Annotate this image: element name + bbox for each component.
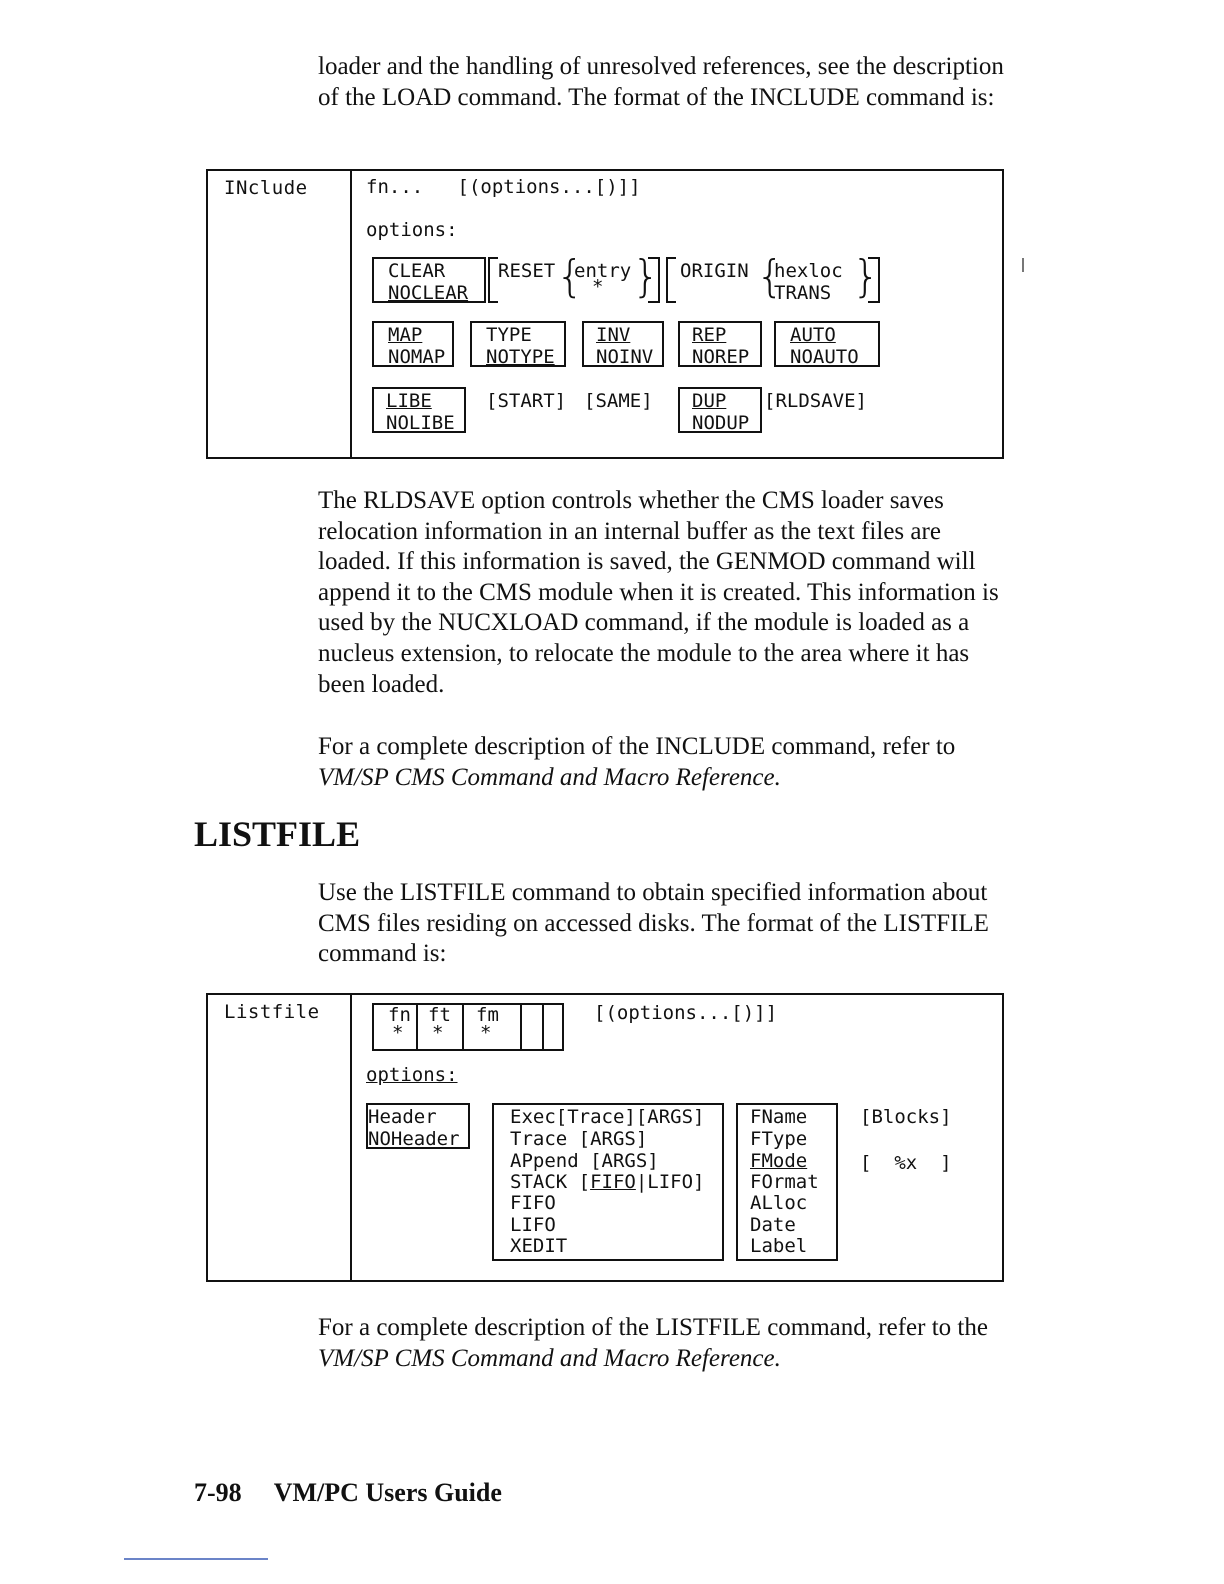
rldsave-paragraph xyxy=(318,486,1008,700)
opt-norep: NOREP xyxy=(692,346,750,368)
opt-header: Header xyxy=(368,1106,437,1128)
opt-fifo: FIFO xyxy=(510,1192,556,1214)
opt-map: MAP xyxy=(388,324,423,346)
opt-reset: RESET xyxy=(498,260,556,282)
opt-libe: LIBE xyxy=(386,390,432,412)
opt-trans: TRANS xyxy=(774,282,832,304)
opt-inv: INV xyxy=(596,324,631,346)
opt-origin: ORIGIN xyxy=(680,260,749,282)
listfile-fn: fn xyxy=(388,1004,411,1026)
opt-noinv: NOINV xyxy=(596,346,654,368)
opt-noauto: NOAUTO xyxy=(790,346,859,368)
bracket xyxy=(648,257,660,303)
listfile-fn-star: * xyxy=(392,1022,404,1044)
listfile-ft-star: * xyxy=(432,1022,444,1044)
opt-exec: Exec[Trace][ARGS] xyxy=(510,1106,705,1128)
opt-noheader: NOHeader xyxy=(368,1128,460,1150)
include-syntax-line: fn... [(options...[)]] xyxy=(366,176,641,198)
listfile-options-syntax: [(options...[)]] xyxy=(594,1002,778,1024)
opt-append: APpend [ARGS] xyxy=(510,1150,659,1172)
opt-blocks: [Blocks] xyxy=(860,1106,952,1128)
opt-auto: AUTO xyxy=(790,324,836,346)
listfile-ref-prefix: For a complete description of the LISTFILE command, refer to the xyxy=(318,1314,988,1341)
listfile-reference xyxy=(318,1313,1008,1374)
listfile-syntax-box xyxy=(206,993,1004,1282)
include-ref-title: VM/SP CMS Command and Macro Reference. xyxy=(318,763,781,791)
include-ref-prefix: For a complete description of the INCLUDE command, refer to xyxy=(318,733,956,760)
listfile-command-name: Listfile xyxy=(224,1001,320,1023)
opt-ftype: FType xyxy=(750,1128,808,1150)
opt-notype: NOTYPE xyxy=(486,346,555,368)
opt-entry: entry xyxy=(574,260,632,282)
opt-fname: FName xyxy=(750,1106,808,1128)
listfile-ref-title: VM/SP CMS Command and Macro Reference. xyxy=(318,1344,781,1372)
include-syntax-box: INclude fn... [(options...[)]] options: CLEAR NOCLEAR RESET { entry * } ORIGIN { hexloc TRANS } MAP NOMAP TYPE NOTYPE INV NOINV REP NOREP AUTO NOAUTO LIBE NOLIBE [START] [SAME] DUP NODUP [RLDSAVE] xyxy=(206,169,1004,459)
opt-rldsave: [RLDSAVE] xyxy=(764,390,867,412)
rldsave-text: The RLDSAVE option controls whether the CMS loader saves relocation information in an internal buffer as the text files are loaded. If this information is saved, the GENMOD command will append it to the CMS module when it is created. This information is used by the NUCXLOAD command, if the module is loaded as a nucleus extension, to relocate the module to the area where it has been loaded. xyxy=(318,487,999,698)
listfile-intro-paragraph xyxy=(318,878,1008,970)
listfile-intro-text: Use the LISTFILE command to obtain specified information about CMS files residing on accessed disks. The format of the LISTFILE command is: xyxy=(318,879,989,968)
listfile-options-label: options: xyxy=(366,1064,458,1086)
include-options-label: options: xyxy=(366,219,458,241)
opt-pctx: [ %x ] xyxy=(860,1152,952,1174)
bracket xyxy=(666,257,676,303)
section-heading: LISTFILE xyxy=(194,814,361,854)
opt-format: FOrmat xyxy=(750,1171,819,1193)
include-reference xyxy=(318,732,1008,793)
opt-hexloc: hexloc xyxy=(774,260,843,282)
opt-label: Label xyxy=(750,1235,808,1257)
opt-dup: DUP xyxy=(692,390,727,412)
opt-fmode: FMode xyxy=(750,1150,808,1172)
page-footer xyxy=(194,1478,502,1508)
intro-paragraph xyxy=(318,52,1008,113)
bracket xyxy=(472,257,486,303)
listfile-fm-star: * xyxy=(480,1022,492,1044)
opt-same: [SAME] xyxy=(584,390,653,412)
opt-type: TYPE xyxy=(486,324,532,346)
opt-stack: STACK [FIFO|LIFO] xyxy=(510,1171,705,1193)
opt-date: Date xyxy=(750,1214,796,1236)
opt-rep: REP xyxy=(692,324,727,346)
opt-noclear: NOCLEAR xyxy=(388,282,469,304)
intro-text: loader and the handling of unresolved references, see the description of the LOAD command. The format of the INCLUDE command is: xyxy=(318,53,1004,111)
footnote-rule xyxy=(124,1558,268,1560)
bracket xyxy=(488,257,498,303)
opt-lifo: LIFO xyxy=(510,1214,556,1236)
opt-nodup: NODUP xyxy=(692,412,750,434)
opt-nolibe: NOLIBE xyxy=(386,412,455,434)
margin-mark xyxy=(1022,258,1024,272)
book-title: VM/PC Users Guide xyxy=(273,1478,502,1507)
opt-alloc: ALloc xyxy=(750,1192,808,1214)
opt-start: [START] xyxy=(486,390,567,412)
opt-clear: CLEAR xyxy=(388,260,446,282)
include-command-name: INclude xyxy=(224,177,308,199)
opt-xedit: XEDIT xyxy=(510,1235,568,1257)
opt-trace: Trace [ARGS] xyxy=(510,1128,648,1150)
opt-star: * xyxy=(592,276,604,298)
bracket xyxy=(868,257,880,303)
listfile-fm: fm xyxy=(476,1004,499,1026)
listfile-ft: ft xyxy=(428,1004,451,1026)
page-number: 7-98 xyxy=(194,1478,242,1507)
opt-nomap: NOMAP xyxy=(388,346,446,368)
